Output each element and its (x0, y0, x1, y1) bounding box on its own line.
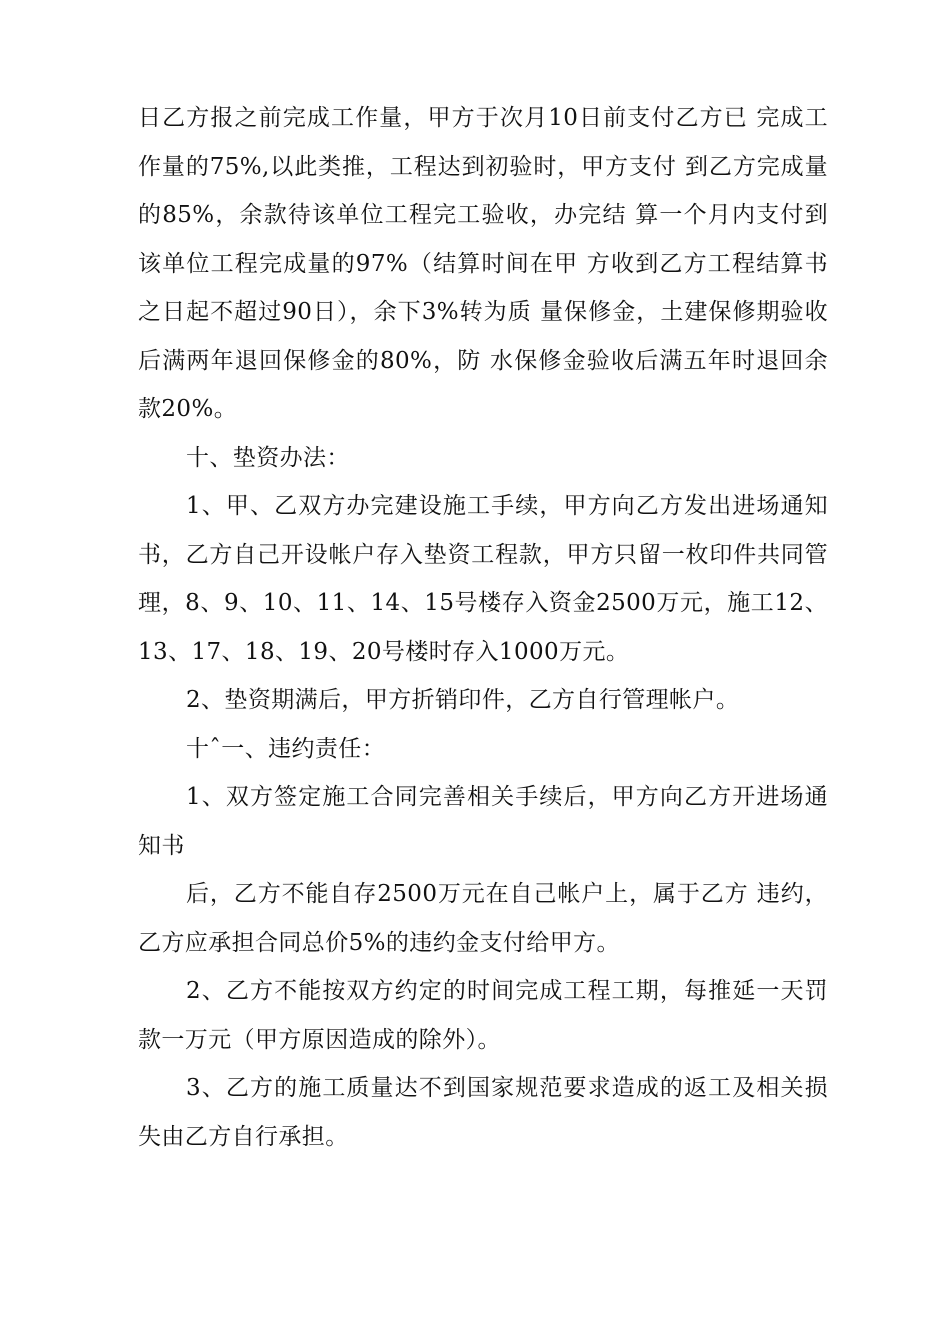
paragraph-advance-funding-1: 1、甲、乙双方办完建设施工手续，甲方向乙方发出进场通知书，乙方自己开设帐户存入垫资工程款，甲方只留一枚印件共同管理，8、9、10、11、14、15号楼存入资金2500万元，施工12、13、17、18、19、20号楼时存入1000万元。 (138, 493, 828, 665)
paragraph-breach-2: 2、乙方不能按双方约定的时间完成工程工期，每推延一天罚款一万元（甲方原因造成的除外）。 (138, 978, 828, 1053)
heading-advance-funding: 十、垫资办法： (186, 444, 350, 471)
paragraph-payment-terms: 日乙方报之前完成工作量，甲方于次月10日前支付乙方已 完成工作量的75%,以此类推，工程达到初验时，甲方支付 到乙方完成量的85%，余款待该单位工程完工验收，办完结 算一个月内支付到该单位工程完成量的97%（结算时间在甲 方收到乙方工程结算书之日起不超过90日），余下3%转为质 量保修金，土建保修期验收后满两年退回保修金的80%，防 水保修金验收后满五年时退回余款20%。 (138, 105, 828, 422)
paragraph-advance-funding-2: 2、垫资期满后，甲方折销印件，乙方自行管理帐户。 (186, 687, 740, 713)
paragraph-breach-3: 3、乙方的施工质量达不到国家规范要求造成的返工及相关损失由乙方自行承担。 (138, 1075, 828, 1150)
heading-breach-liability: 十ˆ一、违约责任： (186, 735, 386, 762)
paragraph-breach-1-continued: 后，乙方不能自存2500万元在自己帐户上，属于乙方 违约，乙方应承担合同总价5%的违约金支付给甲方。 (138, 881, 828, 956)
paragraph-breach-1-start: 1、双方签定施工合同完善相关手续后，甲方向乙方开进场通知书 (138, 784, 828, 859)
document-body (138, 94, 828, 1161)
